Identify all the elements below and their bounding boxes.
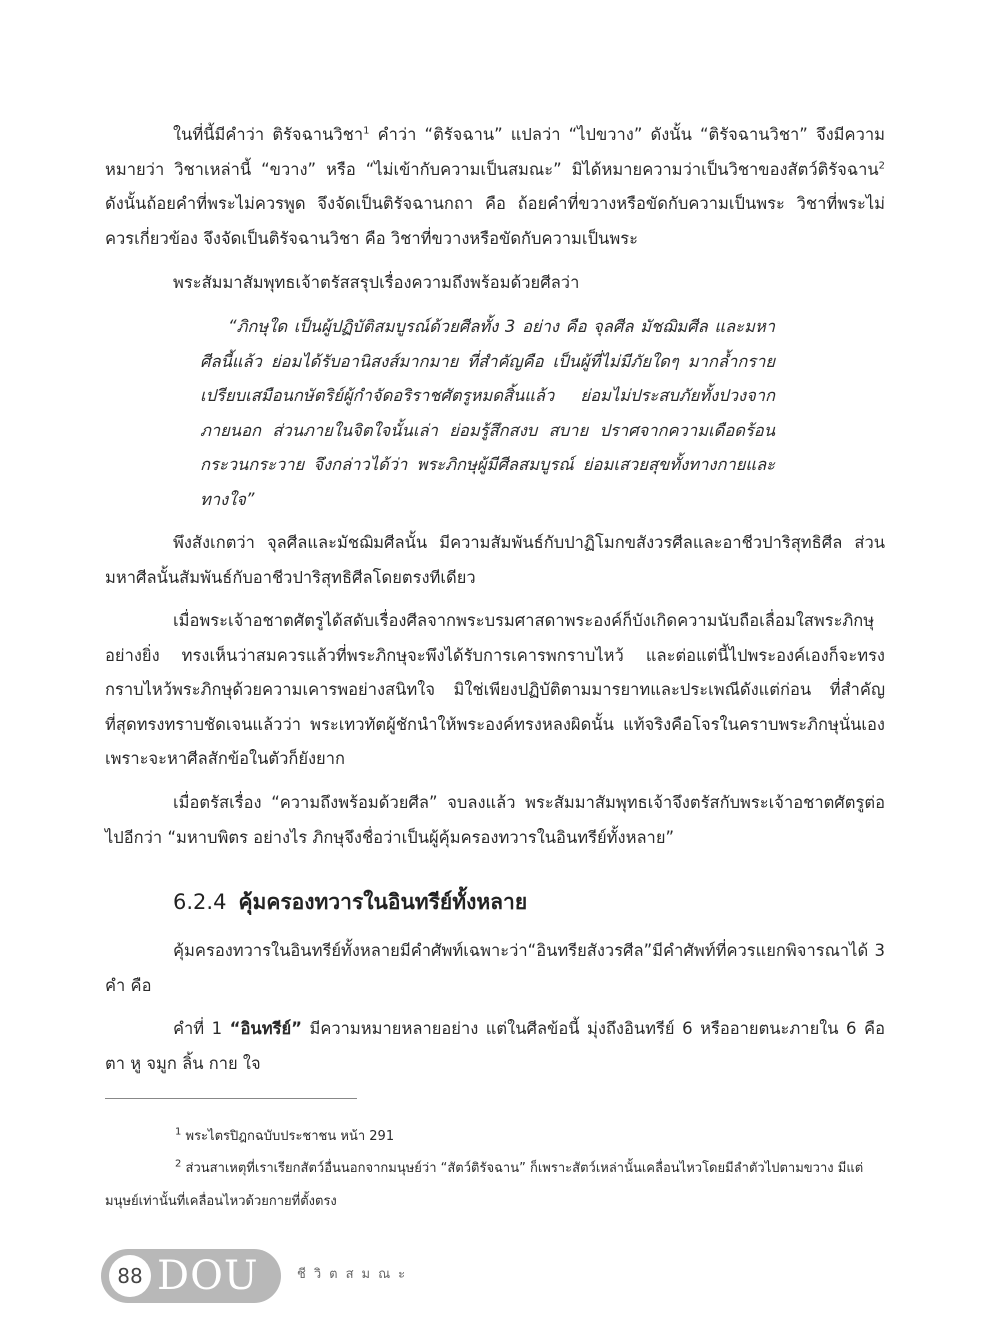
footer-badge xyxy=(101,1249,281,1303)
footnote-ref-1[interactable]: 1 xyxy=(363,125,370,137)
paragraph-term-1: คำที่ 1 “อินทรีย์” มีความหมายหลายอย่าง แต่ในศีลข้อนี้ มุ่งถึงอินทรีย์ 6 หรืออายตนะภายใน 6 คือ ตา หู จมูก ลิ้น กาย ใจ xyxy=(105,1019,885,1073)
section-heading xyxy=(173,886,527,919)
paragraph-tiracchana-vijja: ในที่นี้มีคำว่า ติรัจฉานวิชา$^1$ คำว่า “ติรัจฉาน” แปลว่า “ไปขวาง” ดังนั้น “ติรัจฉานวิชา” จึงมีความหมายว่า วิชาเหล่านี้ “ขวาง” หรือ “ไม่เข้ากับความเป็นสมณะ” มิได้หมายความว่าเป็นวิชาของสัตว์ติรัจฉาน$^2$ ดังนั้นถ้อยคำที่พระไม่ควรพูด จึงจัดเป็นติรัจฉานกถา คือ ถ้อยคำที่ขวางหรือขัดกับความเป็นพระ วิชาที่พระไม่ควรเกี่ยวข้อง จึงจัดเป็นติรัจฉานวิชา คือ วิชาที่ขวางหรือขัดกับความเป็นพระ xyxy=(105,125,885,248)
section-title: คุ้มครองทวารในอินทรีย์ทั้งหลาย xyxy=(238,890,528,914)
running-book-title: ชีวิตสมณะ xyxy=(297,1267,414,1282)
footnote-2: $^2$ ส่วนสาเหตุที่เราเรียกสัตว์อื่นนอกจากมนุษย์ว่า “สัตว์ติรัจฉาน” ก็เพราะสัตว์เหล่านั้นเคลื่อนไหวโดยมีลำตัวไปตามขวาง มีแต่มนุษย์เท่านั้นที่เคลื่อนไหวด้วยกายที่ตั้งตรง xyxy=(105,1158,864,1209)
footnote-divider xyxy=(105,1098,357,1099)
footnote-ref-2[interactable]: 2 xyxy=(878,160,885,171)
page-number: 88 xyxy=(109,1255,151,1297)
paragraph-ajatasattu: เมื่อพระเจ้าอชาตศัตรูได้สดับเรื่องศีลจากพระบรมศาสดาพระองค์ก็บังเกิดความนับถือเลื่อมใสพระภิกษุอย่างยิ่ง ทรงเห็นว่าสมควรแล้วที่พระภิกษุจะพึงได้รับการเคารพกราบไหว้ และต่อแต่นี้ไปพระองค์เองก็จะทรงกราบไหว้พระภิกษุด้วยความเคารพอย่างสนิทใจ มิใช่เพียงปฏิบัติตามมารยาทและประเพณีดังแต่ก่อน ที่สำคัญที่สุดทรงทราบชัดเจนแล้วว่า พระเทวทัตผู้ชักนำให้พระองค์ทรงหลงผิดนั้น แท้จริงคือโจรในคราบพระภิกษุนั่นเอง เพราะจะหาศีลสักข้อในตัวก็ยังยาก xyxy=(105,611,885,768)
paragraph-sila-relation: พึงสังเกตว่า จุลศีลและมัชฌิมศีลนั้น มีความสัมพันธ์กับปาฏิโมกขสังวรศีลและอาชีวปาริสุทธิศีล ส่วนมหาศีลนั้นสัมพันธ์กับอาชีวปาริสุทธิศีลโดยตรงทีเดียว xyxy=(105,533,885,587)
dou-logo: DOU xyxy=(157,1253,259,1299)
footnote-1: $^1$ พระไตรปิฎกฉบับประชาชน หน้า 291 xyxy=(175,1126,395,1144)
section-number: 6.2.4 xyxy=(173,890,227,914)
paragraph-indriya-samvara: คุ้มครองทวารในอินทรีย์ทั้งหลายมีคำศัพท์เฉพาะว่า“อินทรียสังวรศีล”มีคำศัพท์ที่ควรแยกพิจารณาได้ 3 คำ คือ xyxy=(105,941,885,995)
term-indriya: “อินทรีย์” xyxy=(229,1019,302,1038)
quote-sila-benefits: “ภิกษุใด เป็นผู้ปฏิบัติสมบูรณ์ด้วยศีลทั้ง 3 อย่าง คือ จุลศีล มัชฌิมศีล และมหาศีลนี้แล้ว ย่อมได้รับอานิสงส์มากมาย ที่สำคัญคือ เป็นผู้ที่ไม่มีภัยใดๆ มากล้ำกราย เปรียบเสมือนกษัตริย์ผู้กำจัดอริราชศัตรูหมดสิ้นแล้ว ย่อมไม่ประสบภัยทั้งปวงจากภายนอก ส่วนภายในจิตใจนั้นเล่า ย่อมรู้สึกสงบ สบาย ปราศจากความเดือดร้อน กระวนกระวาย จึงกล่าวได้ว่า พระภิกษุผู้มีศีลสมบูรณ์ ย่อมเสวยสุขทั้งทางกายและทางใจ” xyxy=(200,317,775,509)
paragraph-buddha-summary: พระสัมมาสัมพุทธเจ้าตรัสสรุปเรื่องความถึงพร้อมด้วยศีลว่า xyxy=(173,273,580,292)
paragraph-end-of-sila: เมื่อตรัสเรื่อง “ความถึงพร้อมด้วยศีล” จบลงแล้ว พระสัมมาสัมพุทธเจ้าจึงตรัสกับพระเจ้าอชาตศัตรูต่อไปอีกว่า “มหาบพิตร อย่างไร ภิกษุจึงชื่อว่าเป็นผู้คุ้มครองทวารในอินทรีย์ทั้งหลาย” xyxy=(105,793,885,847)
